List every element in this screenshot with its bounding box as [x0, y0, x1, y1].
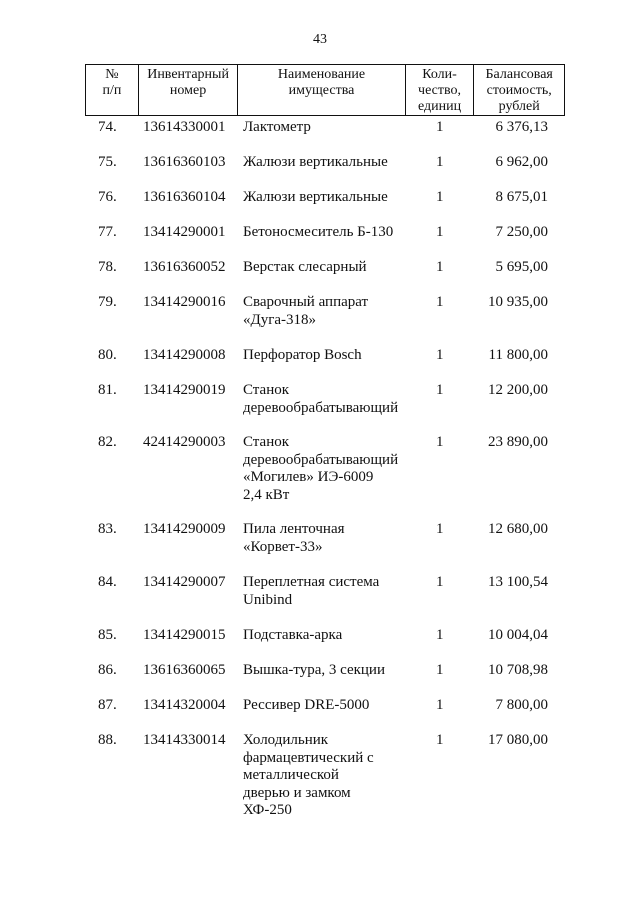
inventory-number: 13414290001	[143, 224, 226, 240]
inventory-number: 13616360103	[143, 154, 226, 170]
property-name: Станок деревообрабатывающий	[243, 382, 399, 416]
row-number: 86.	[98, 662, 117, 678]
balance-cost: 23 890,00	[488, 434, 548, 450]
quantity: 1	[436, 732, 444, 748]
row-number: 81.	[98, 382, 117, 398]
inventory-number: 13414290007	[143, 574, 226, 590]
quantity: 1	[436, 662, 444, 678]
header-num: № п/п	[86, 65, 139, 115]
row-number: 88.	[98, 732, 117, 748]
property-name: Жалюзи вертикальные	[243, 154, 388, 170]
property-name: Верстак слесарный	[243, 259, 367, 275]
inventory-number: 13414290015	[143, 627, 226, 643]
inventory-number: 42414290003	[143, 434, 226, 450]
quantity: 1	[436, 154, 444, 170]
balance-cost: 10 708,98	[488, 662, 548, 678]
balance-cost: 13 100,54	[488, 574, 548, 590]
inventory-number: 13616360104	[143, 189, 226, 205]
balance-cost: 5 695,00	[495, 259, 548, 275]
quantity: 1	[436, 382, 444, 398]
row-number: 80.	[98, 347, 117, 363]
property-name: Пила ленточная «Корвет-33»	[243, 521, 345, 555]
balance-cost: 12 200,00	[488, 382, 548, 398]
property-name: Станок деревообрабатывающий «Могилев» ИЭ-6009 2,4 кВт	[243, 434, 399, 503]
balance-cost: 7 800,00	[495, 697, 548, 713]
row-number: 77.	[98, 224, 117, 240]
quantity: 1	[436, 574, 444, 590]
property-name: Перфоратор Bosch	[243, 347, 362, 363]
property-name: Вышка-тура, 3 секции	[243, 662, 385, 678]
inventory-number: 13414290009	[143, 521, 226, 537]
inventory-number: 13414320004	[143, 697, 226, 713]
balance-cost: 10 935,00	[488, 294, 548, 310]
property-name: Переплетная система Unibind	[243, 574, 380, 608]
quantity: 1	[436, 521, 444, 537]
property-name: Жалюзи вертикальные	[243, 189, 388, 205]
quantity: 1	[436, 224, 444, 240]
inventory-number: 13414290019	[143, 382, 226, 398]
inventory-number: 13414290008	[143, 347, 226, 363]
quantity: 1	[436, 119, 444, 135]
property-name: Сварочный аппарат «Дуга-318»	[243, 294, 369, 328]
quantity: 1	[436, 259, 444, 275]
page-number: 43	[313, 32, 327, 47]
header-balance-cost: Балансовая стоимость, рублей	[485, 67, 553, 114]
row-number: 78.	[98, 259, 117, 275]
property-name: Лактометр	[243, 119, 311, 135]
quantity: 1	[436, 189, 444, 205]
property-name: Холодильник фармацевтический с металлической дверью и замком ХФ-250	[243, 732, 374, 818]
inventory-number: 13614330001	[143, 119, 226, 135]
balance-cost: 6 962,00	[495, 154, 548, 170]
row-number: 84.	[98, 574, 117, 590]
balance-cost: 7 250,00	[495, 224, 548, 240]
row-number: 82.	[98, 434, 117, 450]
inventory-number: 13414330014	[143, 732, 226, 748]
property-name: Рессивер DRE-5000	[243, 697, 370, 713]
balance-cost: 8 675,01	[495, 189, 548, 205]
inventory-number: 13616360052	[143, 259, 226, 275]
header-inventory-number: Инвентарный номер	[139, 65, 239, 115]
inventory-number: 13616360065	[143, 662, 226, 678]
property-name: Подставка-арка	[243, 627, 343, 643]
row-number: 75.	[98, 154, 117, 170]
row-number: 74.	[98, 119, 117, 135]
header-property-name: Наименование имущества	[238, 65, 405, 115]
inventory-number: 13414290016	[143, 294, 226, 310]
quantity: 1	[436, 697, 444, 713]
row-number: 83.	[98, 521, 117, 537]
property-name: Бетоносмеситель Б-130	[243, 224, 394, 240]
balance-cost: 6 376,13	[495, 119, 548, 135]
balance-cost: 12 680,00	[488, 521, 548, 537]
quantity: 1	[436, 434, 444, 450]
quantity: 1	[436, 627, 444, 643]
header-quantity: Коли- чество, единиц	[406, 65, 475, 115]
balance-cost: 17 080,00	[488, 732, 548, 748]
quantity: 1	[436, 347, 444, 363]
quantity: 1	[436, 294, 444, 310]
row-number: 79.	[98, 294, 117, 310]
row-number: 85.	[98, 627, 117, 643]
balance-cost: 10 004,04	[488, 627, 548, 643]
row-number: 76.	[98, 189, 117, 205]
balance-cost: 11 800,00	[488, 347, 548, 363]
row-number: 87.	[98, 697, 117, 713]
